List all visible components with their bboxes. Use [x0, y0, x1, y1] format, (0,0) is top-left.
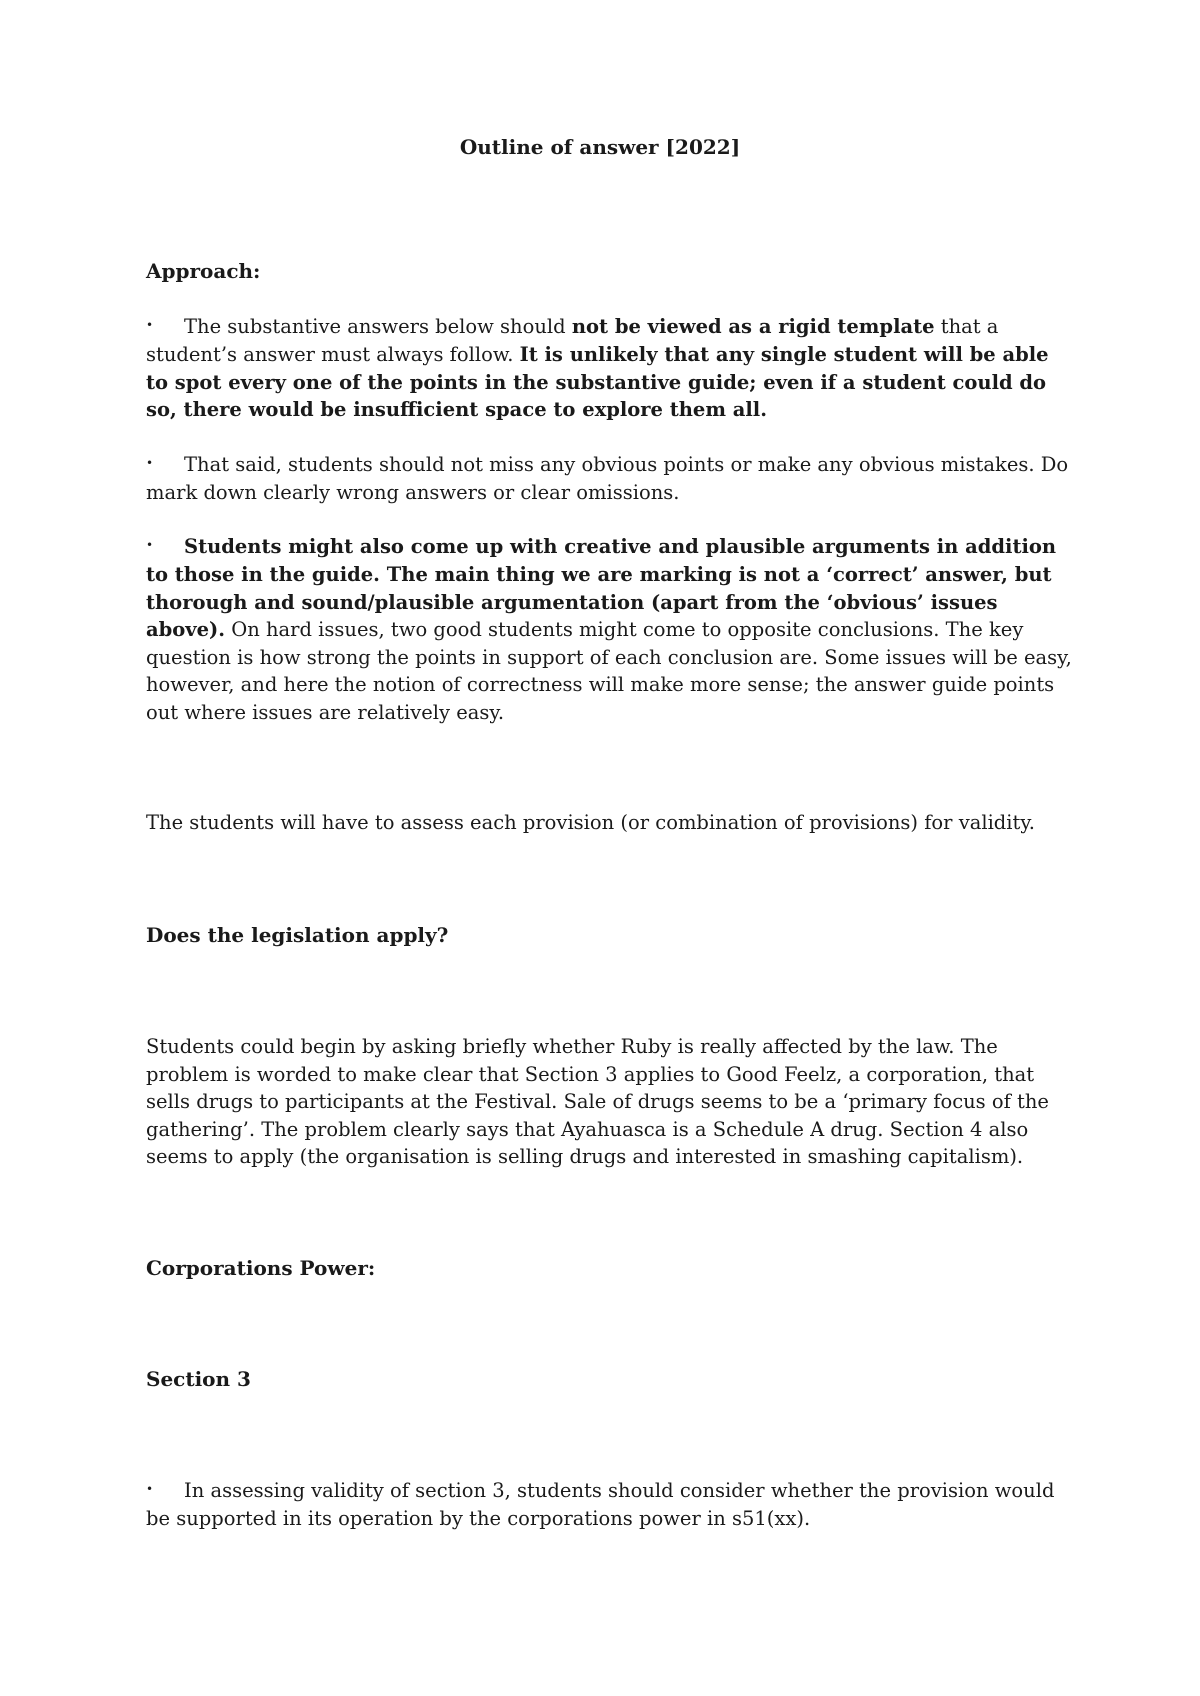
approach-heading: Approach:	[146, 259, 261, 283]
corporations-heading: Corporations Power:	[146, 1256, 376, 1280]
bullet-1-text-b: that a student’s answer must always follow.	[146, 315, 999, 367]
bullet-paragraph-1	[146, 313, 1076, 424]
bullet-3-bold: Students might also come up with creative and plausible arguments in addition to those in the guide. The main thing we are marking is not a ‘correct’ answer, but thorough and sound/plausible argumentation (apart from the ‘obvious’ issues above).	[146, 535, 1057, 642]
bullet-icon: •	[146, 317, 154, 332]
legislation-heading: Does the legislation apply?	[146, 923, 449, 947]
bullet-1-text-a: The substantive answers below should	[184, 315, 572, 338]
bullet-paragraph-2	[146, 451, 1076, 507]
bullet-paragraph-3	[146, 533, 1076, 726]
bullet-2-text: That said, students should not miss any obvious points or make any obvious mistakes. Do mark down clearly wrong answers or clear omissions.	[146, 453, 1069, 505]
bullet-icon: •	[146, 455, 154, 470]
section-3-heading: Section 3	[146, 1367, 251, 1391]
bullet-icon: •	[146, 537, 154, 552]
section-3-bullet-text: In assessing validity of section 3, students should consider whether the provision would be supported in its operation by the corporations power in s51(xx).	[146, 1479, 1055, 1531]
legislation-paragraph: Students could begin by asking briefly whether Ruby is really affected by the law. The problem is worded to make clear that Section 3 applies to Good Feelz, a corporation, that sells drugs to participants at the Festival. Sale of drugs seems to be a ‘primary focus of the gathering’. The problem clearly says that Ayahuasca is a Schedule A drug. Section 4 also seems to apply (the organisation is selling drugs and interested in smashing capitalism).	[146, 1035, 1049, 1168]
document-title: Outline of answer [2022]	[459, 135, 741, 159]
validity-paragraph: The students will have to assess each provision (or combination of provisions) for validity.	[146, 811, 1035, 834]
section-3-bullet-paragraph	[146, 1477, 1076, 1533]
bullet-3-text: On hard issues, two good students might come to opposite conclusions. The key question is how strong the points in support of each conclusion are. Some issues will be easy, however, and here the notion of correctness will make more sense; the answer guide points out where issues are relatively easy.	[146, 618, 1072, 724]
bullet-1-bold-a: not be viewed as a rigid template	[571, 315, 935, 338]
bullet-icon: •	[146, 1481, 154, 1496]
bullet-1-bold-b: It is unlikely that any single student will be able to spot every one of the points in the substantive guide; even if a student could do so, there would be insufficient space to explore them all.	[146, 343, 1049, 422]
